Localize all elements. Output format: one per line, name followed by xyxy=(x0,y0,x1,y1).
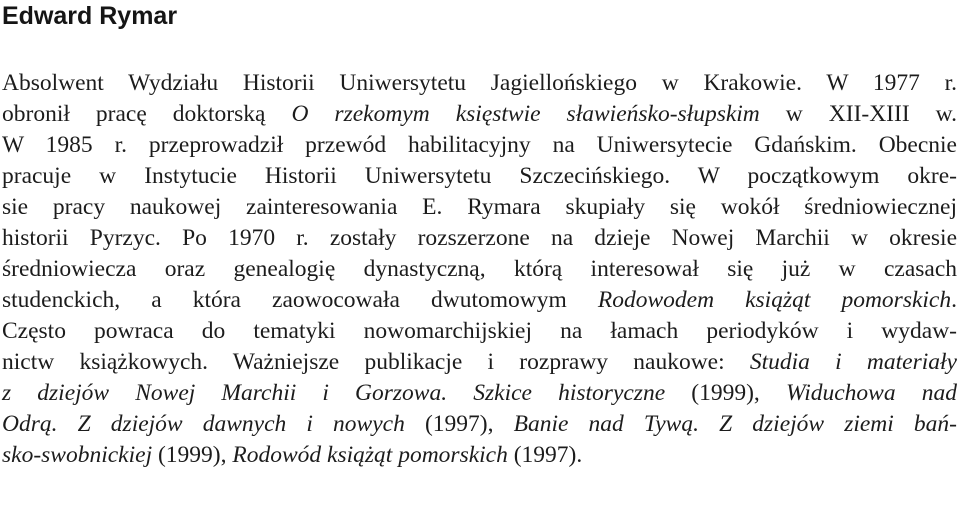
author-name-heading: Edward Rymar xyxy=(2,2,178,30)
text-segment: w XII-XIII w. xyxy=(759,101,957,127)
text-line xyxy=(2,161,957,192)
text-segment: W 1985 r. przeprowadził przewód habilitacyjny na Uniwersytecie Gdańskim. Obecnie xyxy=(2,132,957,158)
text-segment: sie pracy naukowej zainteresowania E. Rymara skupiały się wokół średniowiecznej xyxy=(2,194,957,220)
text-segment: (1999), xyxy=(665,380,786,406)
text-segment: (1997), xyxy=(404,411,514,437)
italic-title-segment: Banie nad Tywą. Z dziejów ziemi bań- xyxy=(513,411,958,437)
text-line xyxy=(2,99,957,130)
text-line xyxy=(2,347,957,378)
text-segment: (1997). xyxy=(507,442,583,468)
text-line xyxy=(2,409,957,440)
text-line xyxy=(2,316,957,347)
text-segment: historii Pyrzyc. Po 1970 r. zostały rozszerzone na dzieje Nowej Marchii w okresie xyxy=(2,225,957,251)
text-segment: (1999), xyxy=(152,442,233,468)
text-line xyxy=(2,68,957,99)
text-segment: studenckich, a która zaowocowała dwutomowym xyxy=(2,287,598,313)
italic-title-segment: sko-swobnickiej xyxy=(2,442,153,468)
biography-paragraph xyxy=(2,68,957,471)
text-segment: obronił pracę doktorską xyxy=(2,101,292,127)
italic-title-segment: Odrą. Z dziejów dawnych i nowych xyxy=(2,411,405,437)
text-segment: Absolwent Wydziału Historii Uniwersytetu Jagiellońskiego w Krakowie. W 1977 r. xyxy=(2,70,957,96)
text-line xyxy=(2,440,957,471)
text-line xyxy=(2,192,957,223)
italic-title-segment: Widuchowa nad xyxy=(785,380,957,406)
text-segment: średniowiecza oraz genealogię dynastyczną, którą interesował się już w czasach xyxy=(2,256,957,282)
text-line xyxy=(2,254,957,285)
text-line xyxy=(2,130,957,161)
text-line xyxy=(2,285,957,316)
italic-title-segment: Studia i materiały xyxy=(749,349,957,375)
italic-title-segment: O rzekomym księstwie sławieńsko-słupskim xyxy=(291,101,760,127)
text-segment: . xyxy=(951,287,957,313)
italic-title-segment: z dziejów Nowej Marchii i Gorzowa. Szkice historyczne xyxy=(2,380,666,406)
text-segment: pracuje w Instytucie Historii Uniwersytetu Szczecińskiego. W początkowym okre- xyxy=(2,163,957,189)
italic-title-segment: Rodowodem książąt pomorskich xyxy=(597,287,952,313)
text-segment: nictw książkowych. Ważniejsze publikacje i rozprawy naukowe: xyxy=(2,349,750,375)
text-segment: Często powraca do tematyki nowomarchijskiej na łamach periodyków i wydaw- xyxy=(2,318,957,344)
text-line xyxy=(2,223,957,254)
italic-title-segment: Rodowód książąt pomorskich xyxy=(232,442,508,468)
text-line xyxy=(2,378,957,409)
